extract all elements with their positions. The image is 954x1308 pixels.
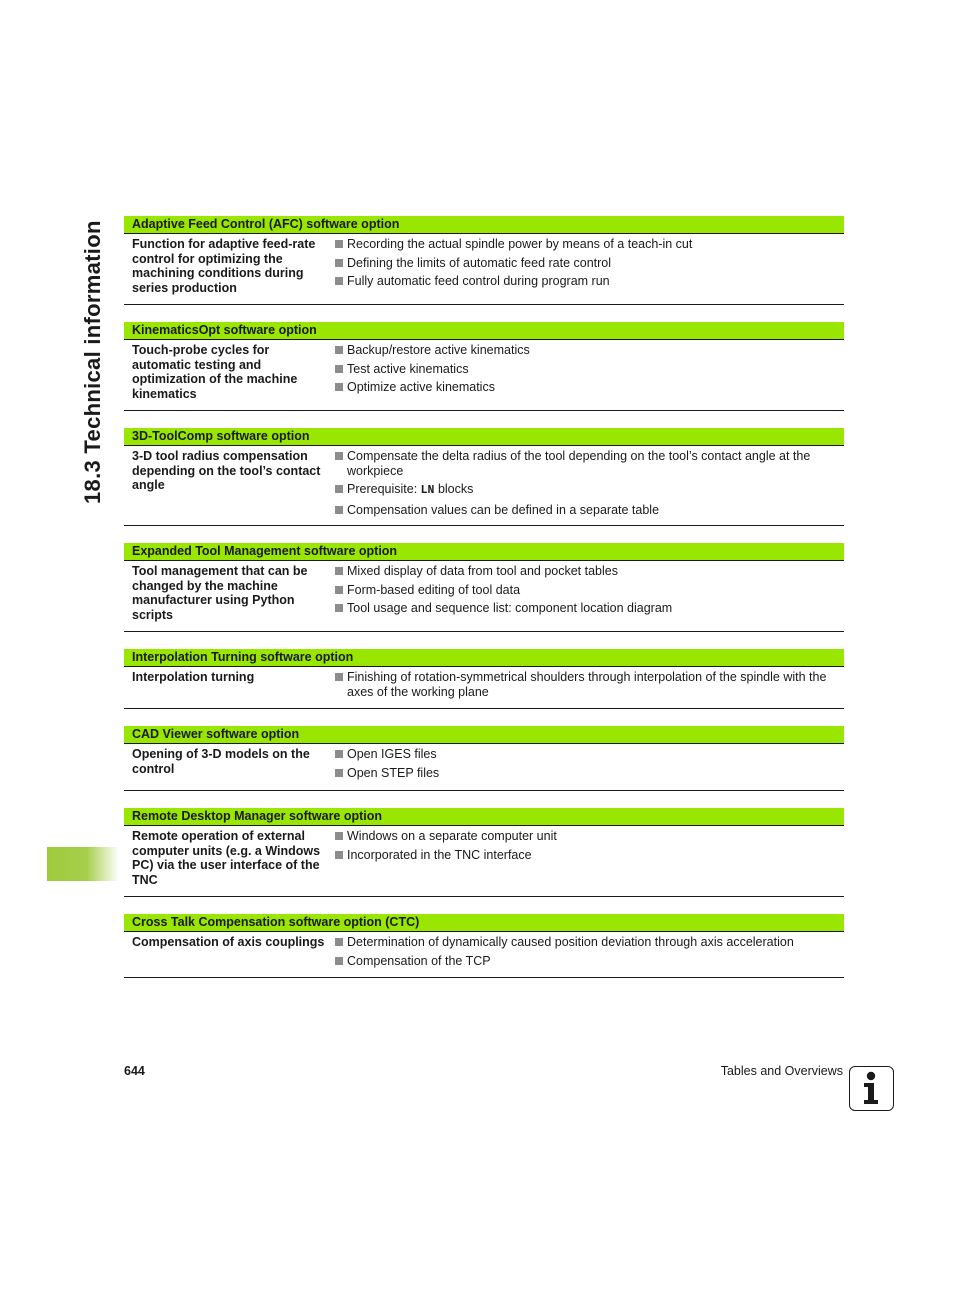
list-item-text: Test active kinematics bbox=[347, 361, 469, 376]
section-header: Interpolation Turning software option bbox=[124, 649, 844, 667]
square-bullet-icon bbox=[335, 750, 343, 758]
square-bullet-icon bbox=[335, 485, 343, 493]
section-afc bbox=[124, 216, 844, 305]
info-icon-glyph bbox=[850, 1067, 892, 1109]
feature-list bbox=[335, 747, 844, 784]
side-chapter-title-text: 18.3 Technical information bbox=[80, 220, 105, 504]
footer-chapter-title: Tables and Overviews bbox=[720, 1064, 843, 1078]
section-header: 3D-ToolComp software option bbox=[124, 428, 844, 446]
square-bullet-icon bbox=[335, 604, 343, 612]
list-item bbox=[335, 449, 834, 478]
feature-list bbox=[335, 449, 844, 521]
square-bullet-icon bbox=[335, 346, 343, 354]
list-item-text: Compensation of the TCP bbox=[347, 953, 491, 968]
square-bullet-icon bbox=[335, 240, 343, 248]
list-item bbox=[335, 747, 834, 762]
section-remote-desktop-manager bbox=[124, 808, 844, 897]
chapter-tab-marker bbox=[47, 847, 119, 881]
square-bullet-icon bbox=[335, 832, 343, 840]
square-bullet-icon bbox=[335, 365, 343, 373]
square-bullet-icon bbox=[335, 452, 343, 460]
list-item bbox=[335, 380, 834, 395]
section-expanded-tool-management bbox=[124, 543, 844, 632]
section-label: 3-D tool radius compensation depending on the tool’s contact angle bbox=[132, 449, 321, 492]
page-number: 644 bbox=[124, 1064, 145, 1078]
code-ln: LN bbox=[420, 484, 435, 497]
square-bullet-icon bbox=[335, 259, 343, 267]
square-bullet-icon bbox=[335, 673, 343, 681]
section-label: Interpolation turning bbox=[132, 670, 255, 684]
feature-list bbox=[335, 935, 844, 972]
list-item bbox=[335, 935, 834, 950]
section-body bbox=[124, 340, 844, 401]
section-header: CAD Viewer software option bbox=[124, 726, 844, 744]
list-item-text: Finishing of rotation-symmetrical shoulders through interpolation of the spindle with the axes of the working plane bbox=[347, 670, 827, 699]
section-label: Function for adaptive feed-rate control for optimizing the machining conditions during series production bbox=[132, 237, 316, 295]
section-header: Cross Talk Compensation software option (CTC) bbox=[124, 914, 844, 932]
feature-list bbox=[335, 343, 844, 401]
list-item bbox=[335, 829, 834, 844]
list-item-text: Open STEP files bbox=[347, 765, 440, 780]
square-bullet-icon bbox=[335, 851, 343, 859]
list-item bbox=[335, 564, 834, 579]
list-item-text: Open IGES files bbox=[347, 747, 437, 761]
list-item bbox=[335, 601, 834, 616]
prerequisite-suffix: blocks bbox=[434, 482, 474, 496]
section-body bbox=[124, 932, 844, 972]
list-item bbox=[335, 256, 834, 271]
info-icon bbox=[849, 1066, 894, 1111]
list-item-text: Tool usage and sequence list: component location diagram bbox=[347, 601, 673, 615]
list-item-text: Defining the limits of automatic feed rate control bbox=[347, 255, 612, 270]
feature-list bbox=[335, 670, 844, 703]
section-header: Remote Desktop Manager software option bbox=[124, 808, 844, 826]
section-label: Tool management that can be changed by the machine manufacturer using Python scripts bbox=[132, 564, 308, 622]
feature-list bbox=[335, 237, 844, 295]
square-bullet-icon bbox=[335, 586, 343, 594]
list-item-text: Mixed display of data from tool and pocket tables bbox=[347, 564, 618, 578]
list-item-text: Compensation values can be defined in a separate table bbox=[347, 502, 660, 517]
square-bullet-icon bbox=[335, 506, 343, 514]
section-body bbox=[124, 826, 844, 887]
section-body bbox=[124, 446, 844, 521]
list-item bbox=[335, 343, 834, 358]
list-item bbox=[335, 274, 834, 289]
square-bullet-icon bbox=[335, 277, 343, 285]
square-bullet-icon bbox=[335, 769, 343, 777]
feature-list bbox=[335, 829, 844, 887]
list-item bbox=[335, 503, 834, 518]
section-cross-talk-compensation bbox=[124, 914, 844, 978]
section-3d-toolcomp bbox=[124, 428, 844, 526]
section-body bbox=[124, 234, 844, 295]
list-item bbox=[335, 766, 834, 781]
list-item-text: Recording the actual spindle power by means of a teach-in cut bbox=[347, 237, 693, 251]
list-item-text: Windows on a separate computer unit bbox=[347, 829, 557, 843]
list-item bbox=[335, 954, 834, 969]
square-bullet-icon bbox=[335, 383, 343, 391]
list-item-text: Incorporated in the TNC interface bbox=[347, 847, 532, 862]
section-label: Opening of 3-D models on the control bbox=[132, 747, 310, 776]
prerequisite-prefix: Prerequisite: bbox=[347, 482, 421, 496]
list-item-text: Determination of dynamically caused position deviation through axis acceleration bbox=[347, 935, 794, 949]
section-body bbox=[124, 561, 844, 622]
section-label: Remote operation of external computer units (e.g. a Windows PC) via the user interface of the TNC bbox=[132, 829, 321, 887]
section-interpolation-turning bbox=[124, 649, 844, 709]
list-item bbox=[335, 670, 834, 699]
list-item-text: Optimize active kinematics bbox=[347, 380, 495, 394]
section-header: Expanded Tool Management software option bbox=[124, 543, 844, 561]
square-bullet-icon bbox=[335, 567, 343, 575]
list-item bbox=[335, 362, 834, 377]
list-item-text: Compensate the delta radius of the tool depending on the tool’s contact angle at the workpiece bbox=[347, 449, 811, 478]
list-item bbox=[335, 482, 834, 499]
list-item bbox=[335, 583, 834, 598]
section-header: Adaptive Feed Control (AFC) software option bbox=[124, 216, 844, 234]
list-item-text: Fully automatic feed control during program run bbox=[347, 274, 610, 288]
section-cad-viewer bbox=[124, 726, 844, 791]
list-item bbox=[335, 848, 834, 863]
feature-list bbox=[335, 564, 844, 622]
section-header: KinematicsOpt software option bbox=[124, 322, 844, 340]
side-chapter-title bbox=[78, 214, 108, 504]
section-body bbox=[124, 667, 844, 703]
list-item bbox=[335, 237, 834, 252]
section-body bbox=[124, 744, 844, 784]
section-label: Touch-probe cycles for automatic testing and optimization of the machine kinematics bbox=[132, 343, 298, 401]
square-bullet-icon bbox=[335, 938, 343, 946]
section-kinematicsopt bbox=[124, 322, 844, 411]
section-label: Compensation of axis couplings bbox=[132, 935, 325, 949]
list-item-text: Backup/restore active kinematics bbox=[347, 343, 530, 357]
square-bullet-icon bbox=[335, 957, 343, 965]
list-item-text: Form-based editing of tool data bbox=[347, 582, 521, 597]
